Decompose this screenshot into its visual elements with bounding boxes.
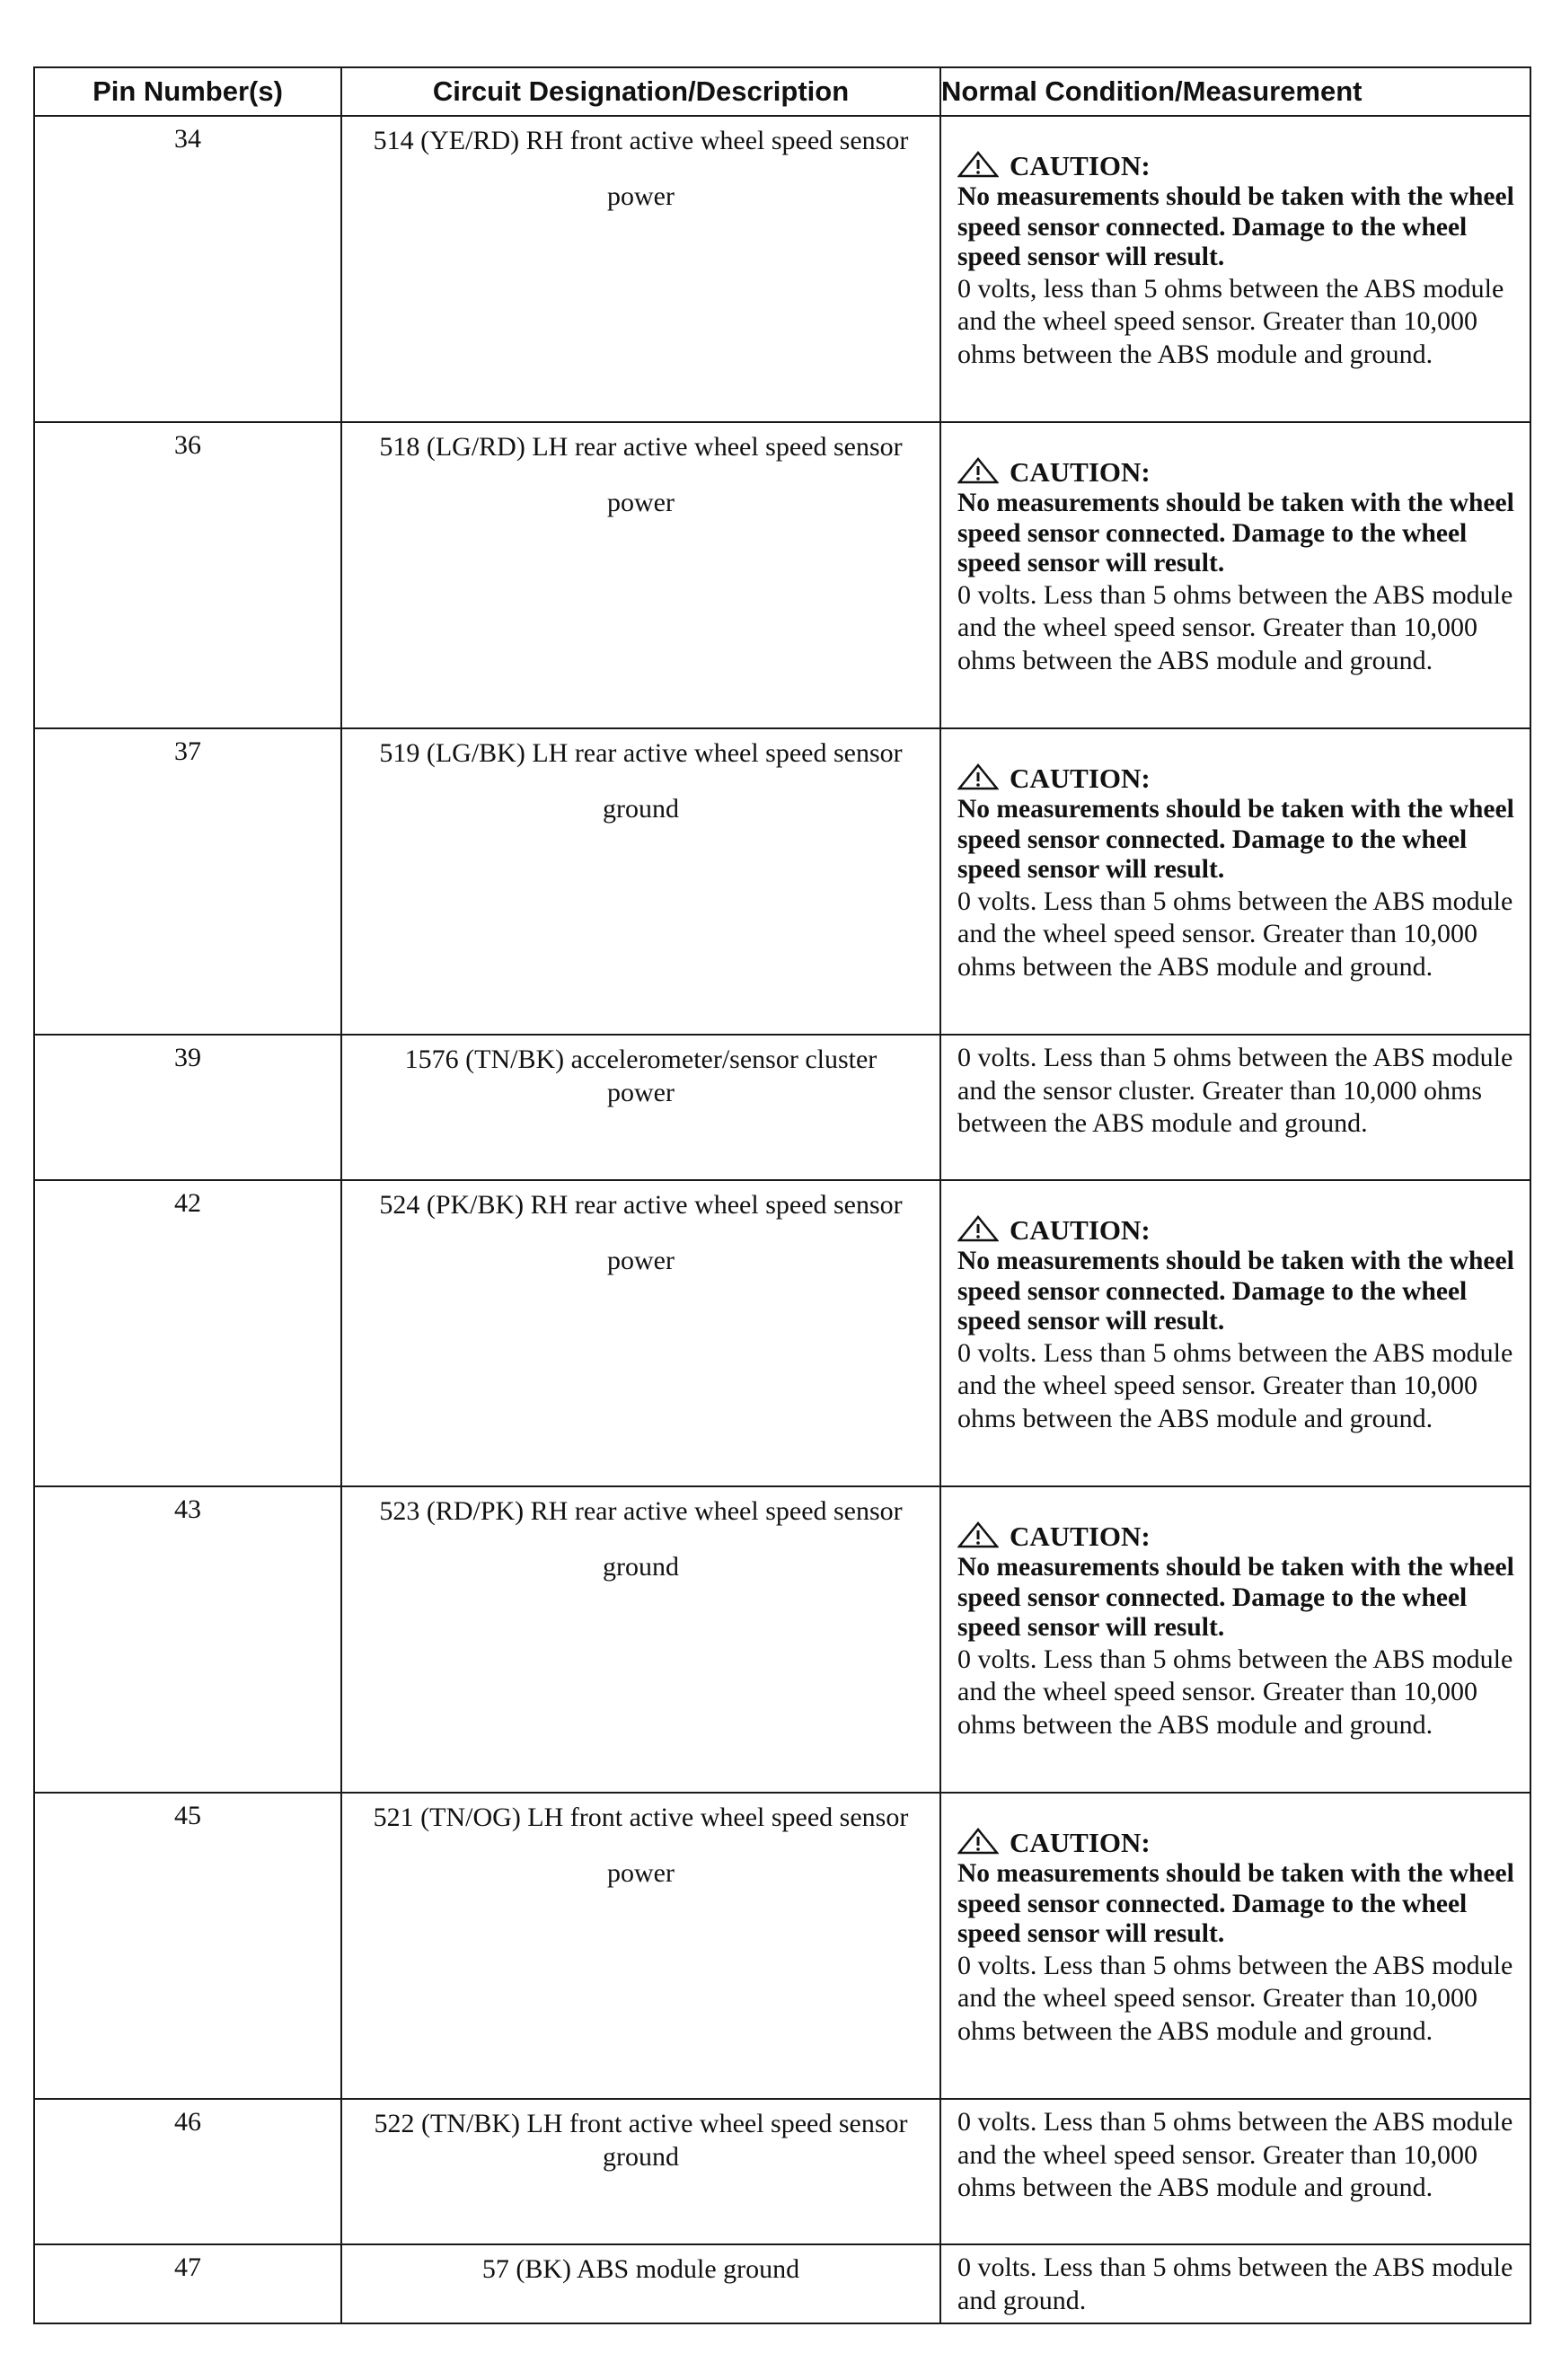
circuit-description-text: 514 (YE/RD) RH front active wheel speed sensor power [373,126,909,211]
measurement-cell [940,422,1530,728]
caution-text: No measurements should be taken with the wheel speed sensor connected. Damage to the wheel speed sensor will result. [957,795,1514,884]
pin-number: 36 [34,422,341,728]
pin-number: 34 [34,116,341,422]
header-circuit-description: Circuit Designation/Description [341,67,940,116]
header-row [34,67,1530,116]
caution-text: No measurements should be taken with the wheel speed sensor connected. Damage to the wheel speed sensor will result. [957,1859,1514,1948]
pin-number: 42 [34,1180,341,1486]
measurement-cell [940,2244,1530,2323]
caution-text: No measurements should be taken with the wheel speed sensor connected. Damage to the wheel speed sensor will result. [957,182,1514,271]
pin-number: 46 [34,2099,341,2244]
table-row [34,1793,1530,2099]
table-row [34,728,1530,1035]
warning-triangle-icon [957,457,999,484]
circuit-description [341,1180,940,1486]
circuit-description [341,2244,940,2323]
caution-label: CAUTION: [1010,150,1151,181]
circuit-description-text: 524 (PK/BK) RH rear active wheel speed sensor power [379,1190,903,1275]
warning-triangle-icon [957,1828,999,1855]
header-normal-condition: Normal Condition/Measurement [940,67,1530,116]
table-row [34,1180,1530,1486]
circuit-description-text: 522 (TN/BK) LH front active wheel speed sensor ground [374,2109,908,2172]
caution-label: CAUTION: [1010,1521,1151,1552]
warning-triangle-icon [957,763,999,790]
measurement-text: 0 volts. Less than 5 ohms between the ABS module and the sensor cluster. Greater than 10,000 ohms between the ABS module and ground. [957,1043,1513,1138]
table-row [34,422,1530,728]
table-row [34,1486,1530,1793]
caution-heading [957,150,1517,182]
circuit-description [341,1486,940,1793]
caution-heading [957,1827,1517,1859]
measurement-text: 0 volts. Less than 5 ohms between the ABS module and the wheel speed sensor. Greater than 10,000 ohms between the ABS module and ground. [957,2107,1513,2202]
table-row [34,2244,1530,2323]
caution-label: CAUTION: [1010,456,1151,488]
circuit-description-text: 521 (TN/OG) LH front active wheel speed sensor power [373,1803,909,1888]
caution-text: No measurements should be taken with the wheel speed sensor connected. Damage to the wheel speed sensor will result. [957,1247,1514,1335]
circuit-description [341,1035,940,1180]
measurement-cell [940,1180,1530,1486]
circuit-description-text: 518 (LG/RD) LH rear active wheel speed sensor power [379,432,903,517]
table-row [34,2099,1530,2244]
table-row [34,1035,1530,1180]
caution-text: No measurements should be taken with the wheel speed sensor connected. Damage to the wheel speed sensor will result. [957,1553,1514,1642]
pin-number: 37 [34,728,341,1035]
caution-label: CAUTION: [1010,762,1151,794]
warning-triangle-icon [957,151,999,178]
caution-label: CAUTION: [1010,1214,1151,1246]
circuit-description-text: 523 (RD/PK) RH rear active wheel speed sensor ground [379,1496,903,1582]
measurement-text: 0 volts. Less than 5 ohms between the ABS module and the wheel speed sensor. Greater than 10,000 ohms between the ABS module and ground. [957,579,1513,675]
measurement-cell [940,1486,1530,1793]
caution-heading [957,1214,1517,1247]
caution-text: No measurements should be taken with the wheel speed sensor connected. Damage to the wheel speed sensor will result. [957,489,1514,577]
warning-triangle-icon [957,1521,999,1548]
measurement-cell [940,116,1530,422]
measurement-text: 0 volts. Less than 5 ohms between the ABS module and the wheel speed sensor. Greater than 10,000 ohms between the ABS module and ground. [957,886,1513,982]
measurement-cell [940,1035,1530,1180]
circuit-description [341,728,940,1035]
measurement-cell [940,2099,1530,2244]
measurement-text: 0 volts. Less than 5 ohms between the ABS module and the wheel speed sensor. Greater than 10,000 ohms between the ABS module and ground. [957,1644,1513,1740]
circuit-description-text: 57 (BK) ABS module ground [481,2254,800,2284]
circuit-description [341,422,940,728]
warning-triangle-icon [957,1215,999,1242]
pin-number: 43 [34,1486,341,1793]
caution-label: CAUTION: [1010,1827,1151,1858]
pin-number: 45 [34,1793,341,2099]
circuit-description [341,1793,940,2099]
table-row [34,116,1530,422]
measurement-text: 0 volts. Less than 5 ohms between the ABS module and the wheel speed sensor. Greater than 10,000 ohms between the ABS module and ground. [957,1950,1513,2046]
circuit-description [341,2099,940,2244]
pin-number: 39 [34,1035,341,1180]
pin-number: 47 [34,2244,341,2323]
header-pin-numbers: Pin Number(s) [34,67,341,116]
caution-heading [957,456,1517,489]
circuit-description-text: 519 (LG/BK) LH rear active wheel speed sensor ground [379,738,903,824]
pinout-table [33,66,1531,2324]
measurement-text: 0 volts. Less than 5 ohms between the ABS module and ground. [957,2252,1513,2315]
circuit-description-text: 1576 (TN/BK) accelerometer/sensor cluster power [404,1045,878,1107]
measurement-cell [940,728,1530,1035]
caution-heading [957,762,1517,795]
caution-heading [957,1521,1517,1553]
measurement-text: 0 volts. Less than 5 ohms between the ABS module and the wheel speed sensor. Greater than 10,000 ohms between the ABS module and ground. [957,1337,1513,1433]
measurement-text: 0 volts, less than 5 ohms between the ABS module and the wheel speed sensor. Greater than 10,000 ohms between the ABS module and ground. [957,273,1504,369]
measurement-cell [940,1793,1530,2099]
circuit-description [341,116,940,422]
